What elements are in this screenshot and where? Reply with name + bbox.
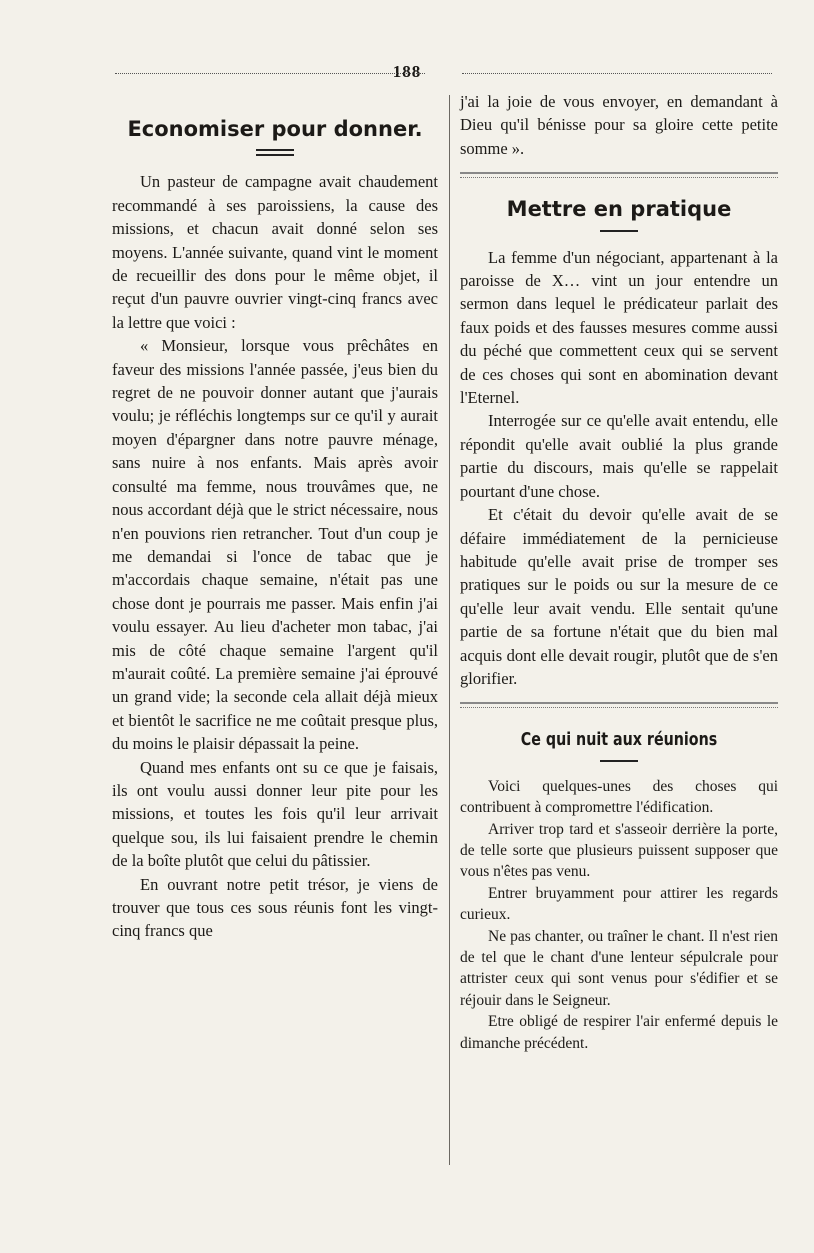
column-divider [449,95,450,1165]
article-title-mettre-en-pratique: Mettre en pratique [506,197,732,222]
continuation-paragraph: j'ai la joie de vous envoyer, en demandant à Dieu qu'il bénisse pour sa gloire cette petite somme ». [460,92,778,158]
article-title-reunions: Ce qui nuit aux réunions [520,729,718,751]
title-ornament [600,230,638,232]
paragraph: « Monsieur, lorsque vous prêchâtes en faveur des missions l'année passée, j'eus bien du regret de ne pouvoir donner autant que j'aurais voulu; je réfléchis longtemps sur ce qu'il y aurait moyen d'épargner dans notre pauvre ménage, sans nuire à nos enfants. Mais après avoir consulté ma femme, nous trouvâmes que, ne nous accordant déjà que le strict nécessaire, nous n'en pouvions rien retrancher. Tout d'un coup je me demandai si l'once de tabac que je m'accordais chaque semaine, n'était pas une chose dont je pourrais me passer. Mais enfin j'ai voulu essayer. Au lieu d'acheter mon tabac, j'ai mis de côté chaque semaine l'argent qu'il m'aurait coûté. La première semaine j'ai éprouvé un grand vide; la seconde cela allait déjà mieux et bientôt le sacrifice ne me coûtait presque plus, du moins le plaisir dépassait la peine. [112,336,438,754]
section-rule [460,172,778,178]
section-rule [460,702,778,708]
paragraph: Etre obligé de respirer l'air enfermé depuis le dimanche précédent. [460,1013,778,1052]
right-column [460,90,778,1054]
left-column [112,118,438,943]
paragraph: Quand mes enfants ont su ce que je faisais, ils ont voulu aussi donner leur pite pour les missions, et toutes les fois qu'il leur arrivait quelque sou, ils lui faisaient prendre le chemin de la boîte plutôt que celui du pâtissier. [112,757,438,871]
paragraph: Un pasteur de campagne avait chaudement recommandé à ses paroissiens, la cause des missions, et chacun avait donné selon ses moyens. L'année suivante, quand vint le moment de recueillir des dons pour le même objet, il reçut d'un pauvre ouvrier vingt-cinq francs avec la lettre que voici : [112,172,438,332]
page-number: 188 [0,62,814,82]
paragraph: La femme d'un négociant, appartenant à la paroisse de X… vint un jour entendre un sermon dans lequel le prédicateur parlait des faux poids et des fausses mesures comme aussi du péché que commettent ceux qui se servent de ces choses qui sont en abomination devant l'Eternel. [460,247,778,408]
title-ornament [600,760,638,762]
article-title-economiser: Economiser pour donner. [127,117,423,141]
paragraph: En ouvrant notre petit trésor, je viens de trouver que tous ces sous réunis font les vingt-cinq francs que [112,874,438,941]
title-ornament [256,149,294,156]
paragraph: Ne pas chanter, ou traîner le chant. Il n'est rien de tel que le chant d'une lenteur sépulcrale pour attrister ceux qui sont venus pour s'édifier et se réjouir dans le Seigneur. [460,927,778,1009]
paragraph: Arriver trop tard et s'asseoir derrière la porte, de telle sorte que plusieurs puissent supposer que vous n'êtes pas venu. [460,820,778,881]
paragraph: Voici quelques-unes des choses qui contribuent à compromettre l'édification. [460,777,778,817]
paragraph: Et c'était du devoir qu'elle avait de se défaire immédiatement de la pernicieuse habitude qu'elle avait prise de tromper ses pratiques sur le poids ou sur la mesure de ce qu'elle leur avait vendu. Elle sentait qu'une partie de sa fortune n'était que du bien mal acquis dont elle devait rougir, plutôt que de s'en glorifier. [460,505,778,688]
paragraph: Entrer bruyamment pour attirer les regards curieux. [460,884,778,924]
paragraph: Interrogée sur ce qu'elle avait entendu, elle répondit qu'elle avait oublié la plus grande partie du discours, mais qu'elle se rappelait pourtant d'une chose. [460,411,778,501]
